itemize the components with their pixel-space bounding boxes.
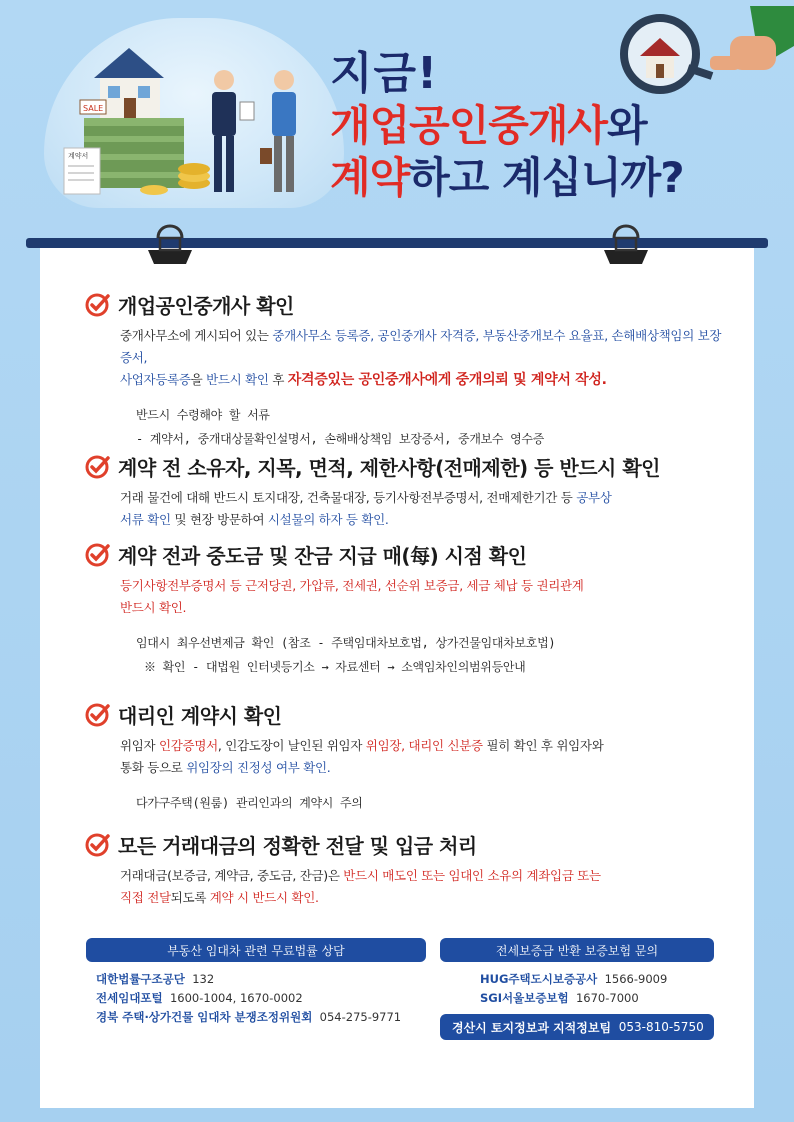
contact-name: 전세임대포털 (96, 991, 163, 1005)
headline-question: 하고 계십니까? (409, 153, 684, 202)
check-circle-icon (84, 542, 110, 568)
section-title: 개업공인중개사 확인 (118, 294, 294, 318)
note-line: 반드시 수령해야 할 서류 (136, 408, 270, 422)
section-agent-check (84, 290, 724, 451)
contact-name: SGI서울보증보험 (480, 991, 569, 1005)
binder-clip-left-icon (140, 216, 200, 266)
contact-name: 대한법률구조공단 (96, 972, 185, 986)
body-text: 및 현장 방문하여 (170, 512, 268, 527)
office-name: 경산시 토지정보과 지적정보팀 (452, 1020, 612, 1035)
document-label: 계약서 (68, 152, 89, 160)
contact-item (96, 1008, 436, 1027)
priority-repayment-note (136, 631, 724, 679)
check-circle-icon (84, 702, 110, 728)
contact-item (96, 989, 436, 1008)
body-text: 거래대금(보증금, 계약금, 중도금, 잔금)은 (120, 868, 344, 883)
body-highlight: 중개사무소 등록증, 공인중개사 자격증, 부동산중개보수 요율표, 손해배상책임의 보장증서, (120, 328, 722, 365)
section-title: 대리인 계약시 확인 (118, 704, 282, 728)
headline-agent: 개업공인중개사 (330, 101, 608, 150)
board-rail (26, 238, 768, 248)
headline-line-2 (330, 100, 760, 152)
sale-sign: SALE (83, 104, 104, 113)
check-circle-icon (84, 454, 110, 480)
body-highlight: 시설물의 하자 등 확인. (267, 512, 389, 527)
contact-item (480, 989, 720, 1008)
contact-phone: 054-275-9771 (319, 1010, 402, 1024)
multi-family-note (136, 791, 724, 815)
section-body (120, 575, 724, 619)
body-highlight: 사업자등록증 (120, 372, 191, 387)
note-line: 임대시 최우선변제금 확인 (참조 - 주택임대차보호법, 상가건물임대차보호법) (136, 636, 556, 650)
binder-clip-right-icon (596, 216, 656, 266)
hero-illustration (44, 18, 344, 208)
section-body (120, 487, 724, 531)
legal-consult-header: 부동산 임대차 관련 무료법률 상담 (86, 938, 426, 962)
contact-item (96, 970, 436, 989)
body-text: 되도록 (170, 890, 210, 905)
note-line: ※ 확인 - 대법원 인터넷등기소 → 자료센터 → 소액임차인의범위등안내 (144, 660, 526, 674)
headline (330, 48, 760, 204)
check-circle-icon (84, 292, 110, 318)
body-text: 을 (190, 372, 207, 387)
section-payment-check (84, 540, 724, 679)
headline-line-1: 지금! (330, 48, 439, 99)
body-emphasis: 반드시 매도인 또는 임대인 소유의 계좌입금 또는 (343, 868, 601, 883)
office-contact (440, 1014, 714, 1040)
section-body (120, 325, 724, 391)
note-line: - 계약서, 중개대상물확인설명서, 손해배상책임 보장증서, 중개보수 영수증 (136, 432, 545, 446)
body-highlight: 위임장의 진정성 여부 확인. (186, 760, 331, 775)
body-emphasis: 인감증명서 (159, 738, 218, 753)
section-title: 모든 거래대금의 정확한 전달 및 입금 처리 (118, 834, 477, 858)
contact-name: 경북 주택·상가건물 임대차 분쟁조정위원회 (96, 1010, 313, 1024)
section-owner-check (84, 452, 724, 531)
note-line: 다가구주택(원룸) 관리인과의 계약시 주의 (136, 796, 363, 810)
contact-name: HUG주택도시보증공사 (480, 972, 598, 986)
contact-phone: 1566-9009 (604, 972, 668, 986)
deposit-insurance-list (480, 970, 720, 1008)
body-emphasis: 등기사항전부증명서 등 근저당권, 가압류, 전세권, 선순위 보증금, 세금 체납 등 권리관계 (120, 578, 584, 593)
body-text: 중개사무소에 게시되어 있는 (120, 328, 273, 343)
headline-particle: 와 (607, 101, 647, 150)
contact-item (480, 970, 720, 989)
office-phone: 053-810-5750 (618, 1020, 704, 1034)
body-highlight: 서류 확인 (120, 512, 171, 527)
body-highlight: 공부상 (576, 490, 612, 505)
house-deal-illustration (44, 18, 344, 208)
section-payment-transfer (84, 830, 724, 909)
body-text: , 인감도장이 날인된 위임자 (217, 738, 366, 753)
required-documents-note (136, 403, 724, 451)
body-text: 위임자 (120, 738, 159, 753)
section-body (120, 865, 724, 909)
body-highlight: 반드시 확인 (206, 372, 269, 387)
body-text: 거래 물건에 대해 반드시 토지대장, 건축물대장, 등기사항전부증명서, 전매제한기간 등 (120, 490, 577, 505)
body-text: 후 (268, 372, 288, 387)
section-proxy-check (84, 700, 724, 815)
section-title: 계약 전과 중도금 및 잔금 지급 매(每) 시점 확인 (118, 544, 527, 568)
contact-phone: 1670-7000 (575, 991, 639, 1005)
legal-consult-list (96, 970, 436, 1027)
headline-line-3 (330, 152, 760, 204)
contact-phone: 1600-1004, 1670-0002 (169, 991, 303, 1005)
body-text: 필히 확인 후 위임자와 (482, 738, 604, 753)
body-text: 통화 등으로 (120, 760, 187, 775)
contact-phone: 132 (192, 972, 215, 986)
body-emphasis: 계약 시 반드시 확인. (209, 890, 319, 905)
body-emphasis: 자격증있는 공인중개사에게 중개의뢰 및 계약서 작성. (287, 372, 607, 388)
check-circle-icon (84, 832, 110, 858)
body-emphasis: 반드시 확인. (120, 600, 187, 615)
body-emphasis: 위임장, 대리인 신분증 (365, 738, 483, 753)
headline-contract: 계약 (330, 153, 410, 202)
section-body (120, 735, 724, 779)
section-title: 계약 전 소유자, 지목, 면적, 제한사항(전매제한) 등 반드시 확인 (118, 456, 660, 480)
body-emphasis: 직접 전달 (120, 890, 171, 905)
deposit-insurance-header: 전세보증금 반환 보증보험 문의 (440, 938, 714, 962)
